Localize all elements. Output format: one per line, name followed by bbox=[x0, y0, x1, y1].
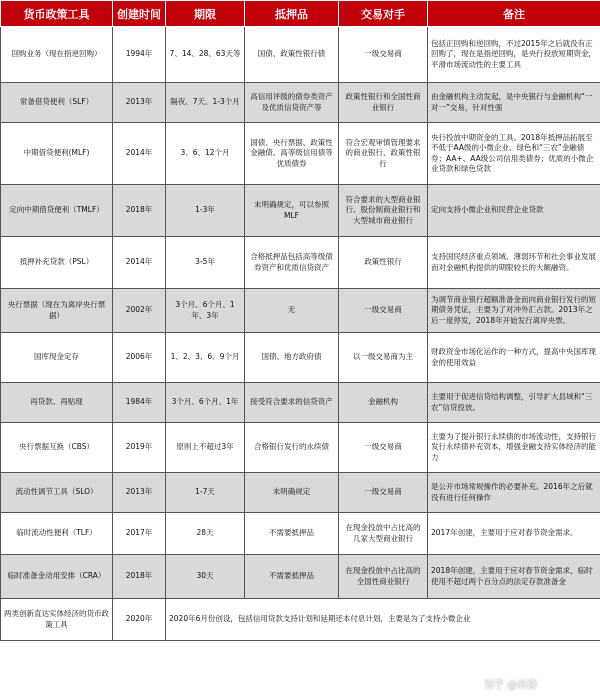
table-row bbox=[1, 185, 600, 237]
cell-counterparty: 符合要求的大型商业银行、股份制商业银行和大型城市商业银行 bbox=[339, 185, 428, 237]
cell-year: 1994年 bbox=[113, 27, 166, 83]
cell-collateral: 国债、央行票据、政策性金融债、高等级信用债等优质债券 bbox=[245, 123, 339, 185]
cell-year: 2020年 bbox=[113, 599, 166, 641]
cell-counterparty: 在现金投放中占比高的全国性商业银行 bbox=[339, 555, 428, 599]
cell-tool: 回购业务（现在指逆回购） bbox=[1, 27, 113, 83]
header-tool: 货币政策工具 bbox=[1, 1, 113, 27]
cell-note: 2018年创建，主要用于应对春节资金需求，临时使用不超过两个百分点的法定存款准备金 bbox=[428, 555, 600, 599]
cell-tool: 抵押补充贷款（PSL） bbox=[1, 237, 113, 289]
table-row bbox=[1, 513, 600, 555]
cell-term: 30天 bbox=[166, 555, 245, 599]
table-row bbox=[1, 423, 600, 473]
cell-collateral: 接受符合要求的信贷资产 bbox=[245, 383, 339, 423]
cell-tool: 临时流动性便利（TLF） bbox=[1, 513, 113, 555]
table-row-last bbox=[1, 599, 600, 641]
cell-term: 3、6、12个月 bbox=[166, 123, 245, 185]
cell-term: 7、14、28、63天等 bbox=[166, 27, 245, 83]
cell-counterparty: 一级交易商 bbox=[339, 27, 428, 83]
cell-note: 主要为了提升银行永续债的市场流动性，支持银行发行永续债补充资本，增强金融支持实体经济的能力 bbox=[428, 423, 600, 473]
cell-note: 包括正回购和逆回购，不过2015年之后就没有正回购了，现在是指逆回购，是央行投放短期资金，平滑市场流动性的主要工具 bbox=[428, 27, 600, 83]
cell-tool: 国库现金定存 bbox=[1, 333, 113, 383]
cell-note: 由金融机构主动发起，是中央银行与金融机构“一对一”交易，针对性强 bbox=[428, 83, 600, 123]
cell-term: 1、2、3、6、9个月 bbox=[166, 333, 245, 383]
cell-term: 1-3年 bbox=[166, 185, 245, 237]
cell-collateral: 无 bbox=[245, 289, 339, 333]
cell-note: 定向支持小微企业和民营企业贷款 bbox=[428, 185, 600, 237]
table-row bbox=[1, 289, 600, 333]
cell-tool: 定向中期借贷便利（TMLF） bbox=[1, 185, 113, 237]
cell-year: 2002年 bbox=[113, 289, 166, 333]
cell-term: 隔夜、7天、1-3个月 bbox=[166, 83, 245, 123]
cell-term: 3-5年 bbox=[166, 237, 245, 289]
cell-counterparty: 一级交易商 bbox=[339, 423, 428, 473]
cell-year: 2019年 bbox=[113, 423, 166, 473]
cell-year: 2017年 bbox=[113, 513, 166, 555]
cell-year: 2014年 bbox=[113, 123, 166, 185]
cell-year: 2006年 bbox=[113, 333, 166, 383]
cell-counterparty: 符合宏观审慎管理要求的商业银行、政策性银行 bbox=[339, 123, 428, 185]
cell-tool: 常备借贷便利（SLF） bbox=[1, 83, 113, 123]
table-row bbox=[1, 473, 600, 513]
cell-term: 28天 bbox=[166, 513, 245, 555]
cell-counterparty: 以一级交易商为主 bbox=[339, 333, 428, 383]
cell-tool: 中期借贷便利(MLF) bbox=[1, 123, 113, 185]
header-row bbox=[1, 1, 600, 27]
cell-description: 2020年6月份创设，包括信用贷款支持计划和延期还本付息计划，主要是为了支持小微企业 bbox=[166, 599, 600, 641]
cell-tool: 央行票据互换（CBS） bbox=[1, 423, 113, 473]
cell-counterparty: 一级交易商 bbox=[339, 473, 428, 513]
cell-counterparty: 一级交易商 bbox=[339, 289, 428, 333]
cell-term: 原则上不超过3年 bbox=[166, 423, 245, 473]
cell-tool: 再贷款、再贴现 bbox=[1, 383, 113, 423]
cell-collateral: 未明确规定 bbox=[245, 473, 339, 513]
cell-counterparty: 在现金投放中占比高的几家大型商业银行 bbox=[339, 513, 428, 555]
table-row bbox=[1, 83, 600, 123]
cell-collateral: 合格银行发行的永续债 bbox=[245, 423, 339, 473]
cell-collateral: 国债、政策性银行债 bbox=[245, 27, 339, 83]
cell-note: 财政资金市场化运作的一种方式，提高中央国库现金的使用效益 bbox=[428, 333, 600, 383]
header-collateral: 抵押品 bbox=[245, 1, 339, 27]
cell-note: 主要用于促进信贷结构调整，引导扩大县域和“三农”信贷投放。 bbox=[428, 383, 600, 423]
cell-collateral: 未明确规定，可以参照MLF bbox=[245, 185, 339, 237]
cell-collateral: 不需要抵押品 bbox=[245, 555, 339, 599]
cell-collateral: 国债、地方政府债 bbox=[245, 333, 339, 383]
header-term: 期限 bbox=[166, 1, 245, 27]
cell-counterparty: 政策性银行和全国性商业银行 bbox=[339, 83, 428, 123]
cell-year: 2018年 bbox=[113, 555, 166, 599]
cell-collateral: 合格抵押品包括高等级债券资产和优质信贷资产 bbox=[245, 237, 339, 289]
watermark: 知乎 @商游 bbox=[484, 680, 538, 691]
cell-collateral: 不需要抵押品 bbox=[245, 513, 339, 555]
cell-note: 支持国民经济重点领域、薄弱环节和社会事业发展而对金融机构提供的期限较长的大额融资。 bbox=[428, 237, 600, 289]
cell-term: 3个月、6个月、1年、3年 bbox=[166, 289, 245, 333]
cell-tool: 临时准备金动用安排（CRA） bbox=[1, 555, 113, 599]
table-row bbox=[1, 27, 600, 83]
cell-tool: 央行票据（现在为离岸央行票据） bbox=[1, 289, 113, 333]
table-row bbox=[1, 123, 600, 185]
cell-note: 央行投放中期资金的工具。2018年抵押品拓展至不低于AA级的小微企业、绿色和“三农”金融债券；AA+、AA级公司信用类债券；优质的小微企业贷款和绿色贷款 bbox=[428, 123, 600, 185]
header-note: 备注 bbox=[428, 1, 600, 27]
cell-counterparty: 金融机构 bbox=[339, 383, 428, 423]
cell-tool: 两类创新直达实体经济的货币政策工具 bbox=[1, 599, 113, 641]
cell-tool: 流动性调节工具（SLO） bbox=[1, 473, 113, 513]
table-row bbox=[1, 333, 600, 383]
cell-year: 2014年 bbox=[113, 237, 166, 289]
header-counterparty: 交易对手 bbox=[339, 1, 428, 27]
table-row bbox=[1, 383, 600, 423]
cell-note: 为调节商业银行超额准备金而向商业银行发行的短期债务凭证，主要为了对冲外汇占款。2013年之后一度停发，2018年开始发行离岸央票。 bbox=[428, 289, 600, 333]
header-year: 创建时间 bbox=[113, 1, 166, 27]
cell-collateral: 高信用评级的债券类资产及优质信贷资产等 bbox=[245, 83, 339, 123]
table-row bbox=[1, 555, 600, 599]
cell-year: 1984年 bbox=[113, 383, 166, 423]
table-row bbox=[1, 237, 600, 289]
cell-year: 2013年 bbox=[113, 83, 166, 123]
cell-year: 2018年 bbox=[113, 185, 166, 237]
cell-note: 是公开市场常规操作的必要补充。2016年之后就没有进行任何操作 bbox=[428, 473, 600, 513]
cell-counterparty: 政策性银行 bbox=[339, 237, 428, 289]
cell-year: 2013年 bbox=[113, 473, 166, 513]
cell-note: 2017年创建，主要用于应对春节资金需求。 bbox=[428, 513, 600, 555]
cell-term: 1-7天 bbox=[166, 473, 245, 513]
cell-term: 3个月、6个月、1年 bbox=[166, 383, 245, 423]
